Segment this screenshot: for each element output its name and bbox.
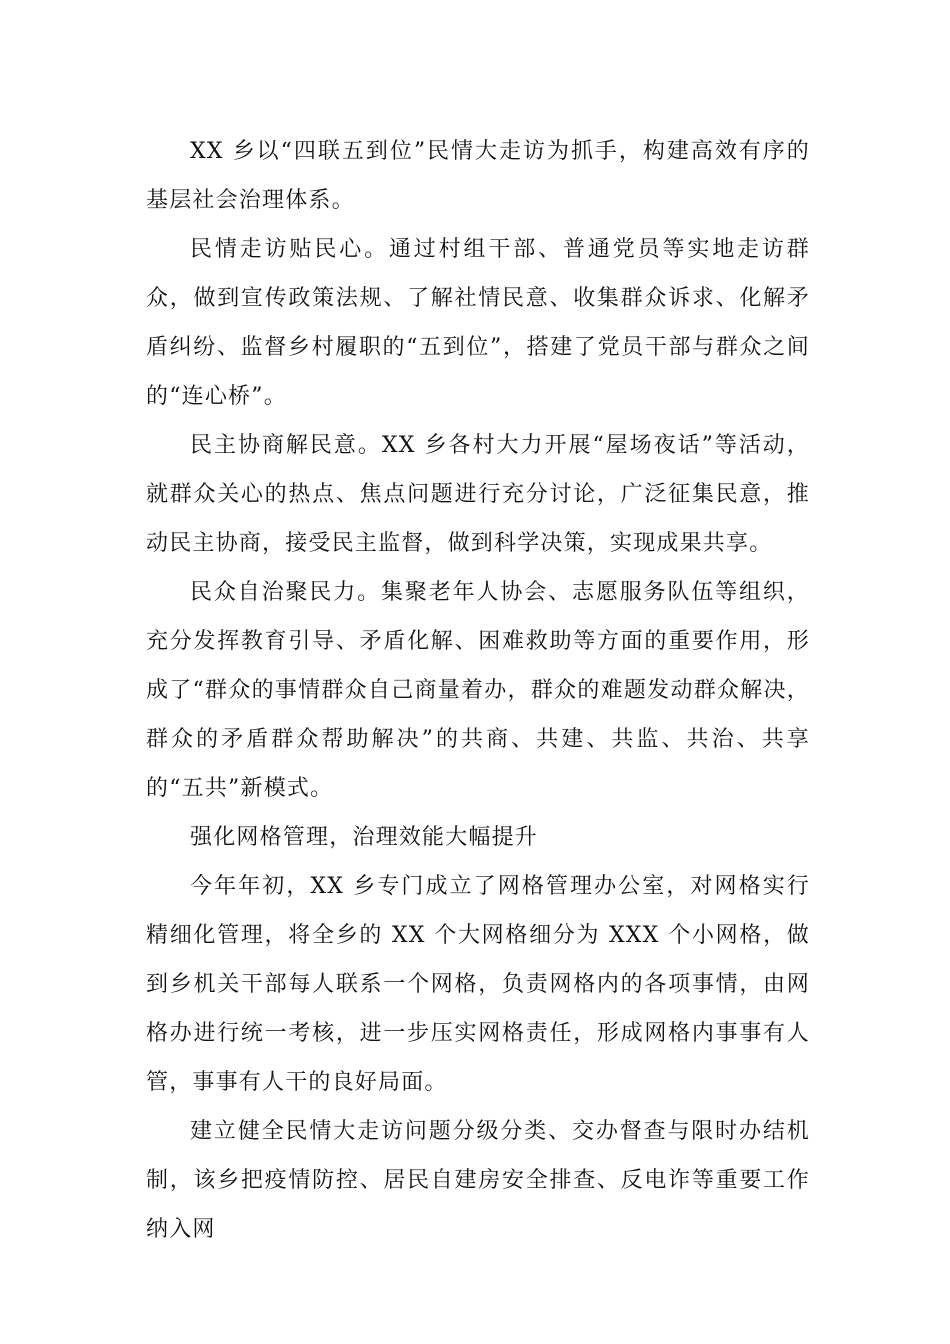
paragraph-grid-office: 今年年初，XX 乡专门成立了网格管理办公室，对网格实行精细化管理，将全乡的 XX 个大网格细分为 XXX 个小网格，做到乡机关干部每人联系一个网格，负责网格内的各项事情，由网格办进行统一考核，进一步压实网格责任，形成网格内事事有人管，事事有人干的良好局面。	[146, 874, 810, 1095]
paragraph-consultation: 民主协商解民意。XX 乡各村大力开展“屋场夜话”等活动，就群众关心的热点、焦点问题进行充分讨论，广泛征集民意，推动民主协商，接受民主监督，做到科学决策，实现成果共享。	[146, 433, 810, 556]
section-heading-grid-management: 强化网格管理，治理效能大幅提升	[190, 825, 539, 850]
paragraph-mechanism: 建立健全民情大走访问题分级分类、交办督查与限时办结机制，该乡把疫情防控、居民自建房安全排查、反电诈等重要工作纳入网	[146, 1119, 810, 1242]
paragraph-visits: 民情走访贴民心。通过村组干部、普通党员等实地走访群众，做到宣传政策法规、了解社情民意、收集群众诉求、化解矛盾纠纷、监督乡村履职的“五到位”，搭建了党员干部与群众之间的“连心桥”。	[146, 237, 810, 409]
paragraph-self-governance: 民众自治聚民力。集聚老年人协会、志愿服务队伍等组织，充分发挥教育引导、矛盾化解、困难救助等方面的重要作用，形成了“群众的事情群众自己商量着办，群众的难题发动群众解决，群众的矛盾群众帮助解决”的共商、共建、共监、共治、共享的“五共”新模式。	[146, 580, 810, 801]
document-body	[146, 127, 810, 1254]
paragraph-intro: XX 乡以“四联五到位”民情大走访为抓手，构建高效有序的基层社会治理体系。	[146, 139, 810, 213]
